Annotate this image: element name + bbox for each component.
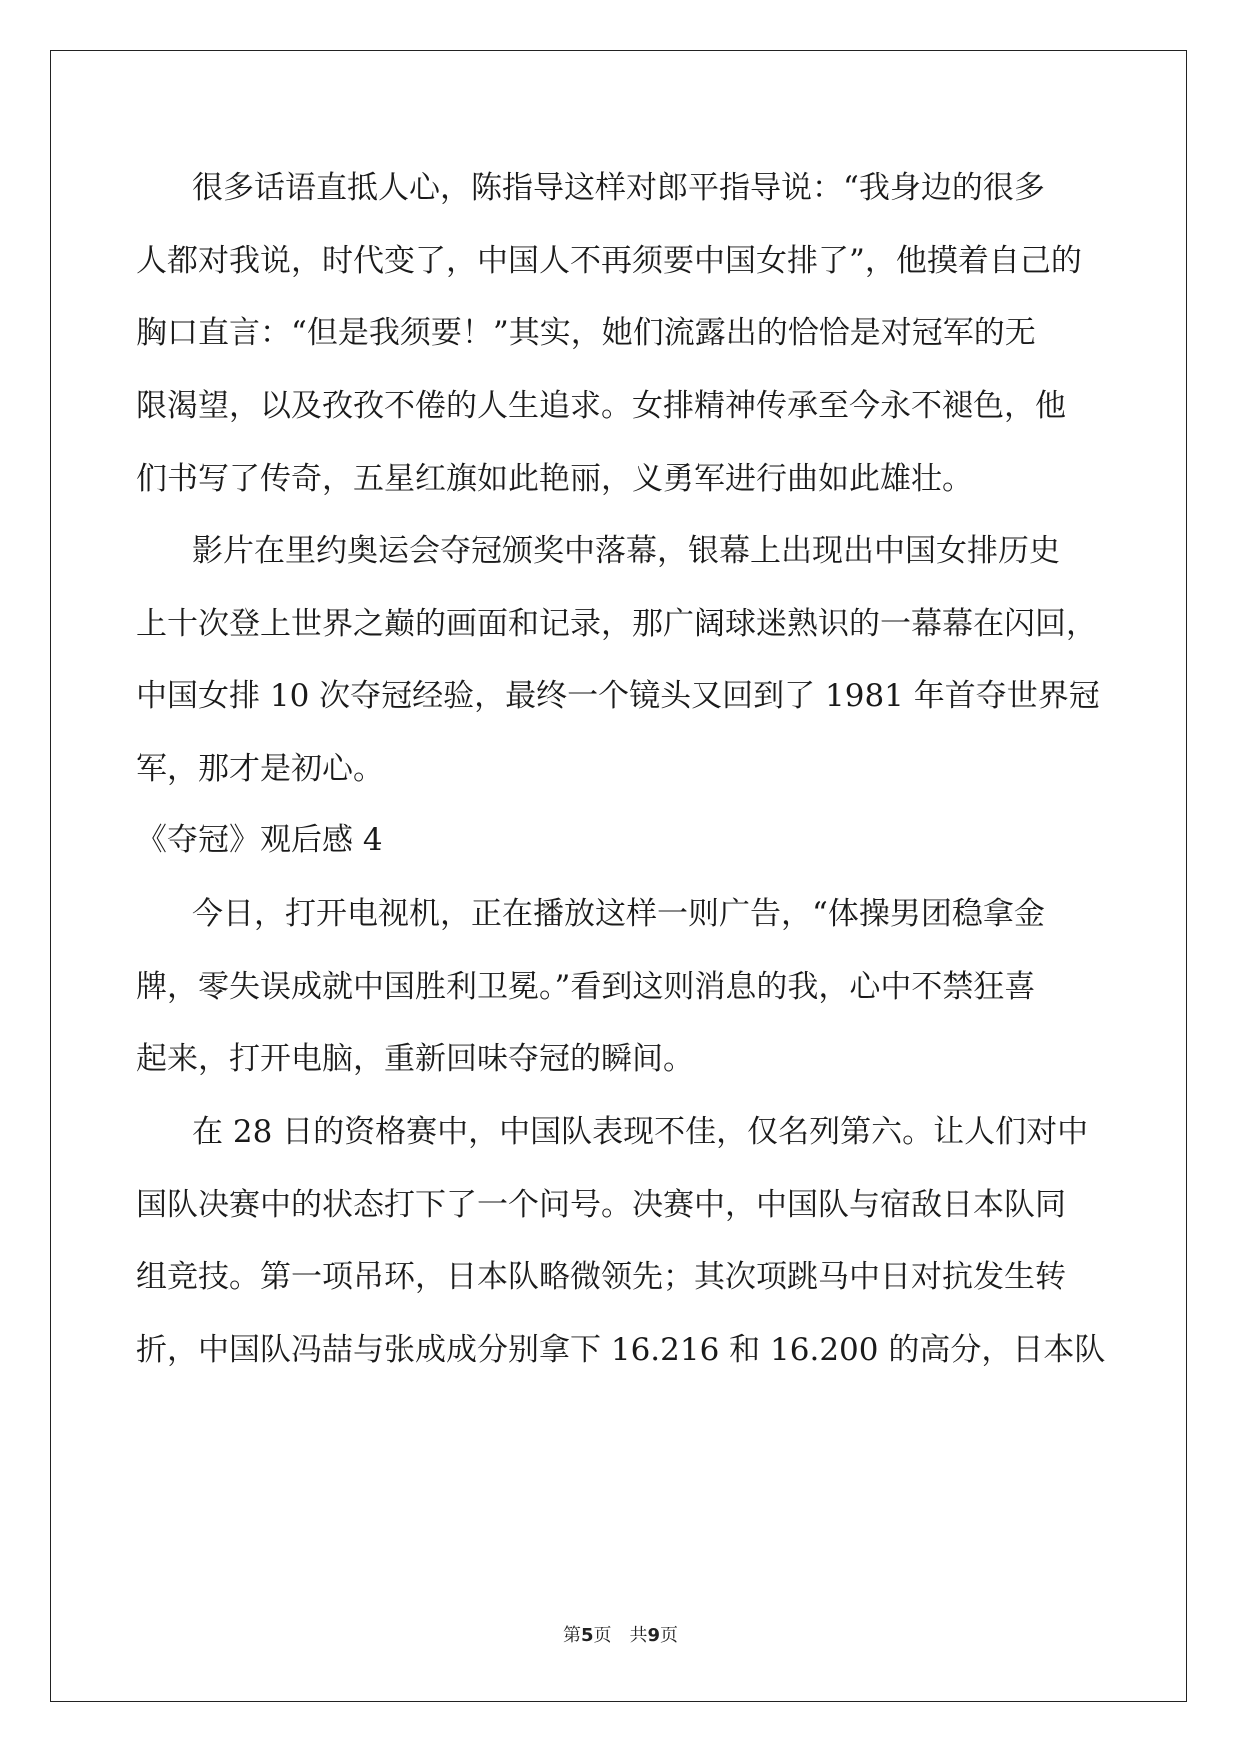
text-line: 折，中国队冯喆与张成成分别拿下 16.216 和 16.200 的高分，日本队: [136, 1332, 1106, 1368]
page-footer: [0, 1624, 1241, 1648]
text-line: 今日，打开电视机，正在播放这样一则广告，“体操男团稳拿金: [192, 896, 1045, 932]
current-page-number: 5: [580, 1625, 594, 1646]
text-line: 很多话语直抵人心，陈指导这样对郎平指导说：“我身边的很多: [192, 170, 1045, 206]
text-line: 中国女排 10 次夺冠经验，最终一个镜头又回到了 1981 年首夺世界冠: [136, 678, 1100, 714]
text-line: 牌，零失误成就中国胜利卫冕。”看到这则消息的我，心中不禁狂喜: [136, 969, 1036, 1005]
footer-suffix: 页: [660, 1625, 679, 1646]
text-line: 国队决赛中的状态打下了一个问号。决赛中，中国队与宿敌日本队同: [136, 1187, 1066, 1223]
page-border: [50, 50, 1187, 1702]
text-line: 组竞技。第一项吊环，日本队略微领先；其次项跳马中日对抗发生转: [136, 1259, 1066, 1295]
footer-prefix: 第: [562, 1625, 581, 1646]
text-line: 人都对我说，时代变了，中国人不再须要中国女排了”，他摸着自己的: [136, 243, 1082, 279]
text-line: 在 28 日的资格赛中，中国队表现不佳，仅名列第六。让人们对中: [192, 1114, 1089, 1150]
text-line: 起来，打开电脑，重新回味夺冠的瞬间。: [136, 1041, 694, 1077]
text-line: 影片在里约奥运会夺冠颁奖中落幕，银幕上出现出中国女排历史: [192, 533, 1060, 569]
text-line: 限渴望，以及孜孜不倦的人生追求。女排精神传承至今永不褪色，他: [136, 388, 1066, 424]
text-line: 胸口直言：“但是我须要！”其实，她们流露出的恰恰是对冠军的无: [136, 315, 1036, 351]
text-line: 军，那才是初心。: [136, 751, 384, 787]
text-line: 们书写了传奇，五星红旗如此艳丽，义勇军进行曲如此雄壮。: [136, 461, 973, 497]
total-page-number: 9: [647, 1625, 661, 1646]
section-heading: 《夺冠》观后感 4: [136, 822, 383, 858]
text-line: 上十次登上世界之巅的画面和记录，那广阔球迷熟识的一幕幕在闪回，: [136, 606, 1097, 642]
footer-mid: 页 共: [593, 1625, 648, 1646]
